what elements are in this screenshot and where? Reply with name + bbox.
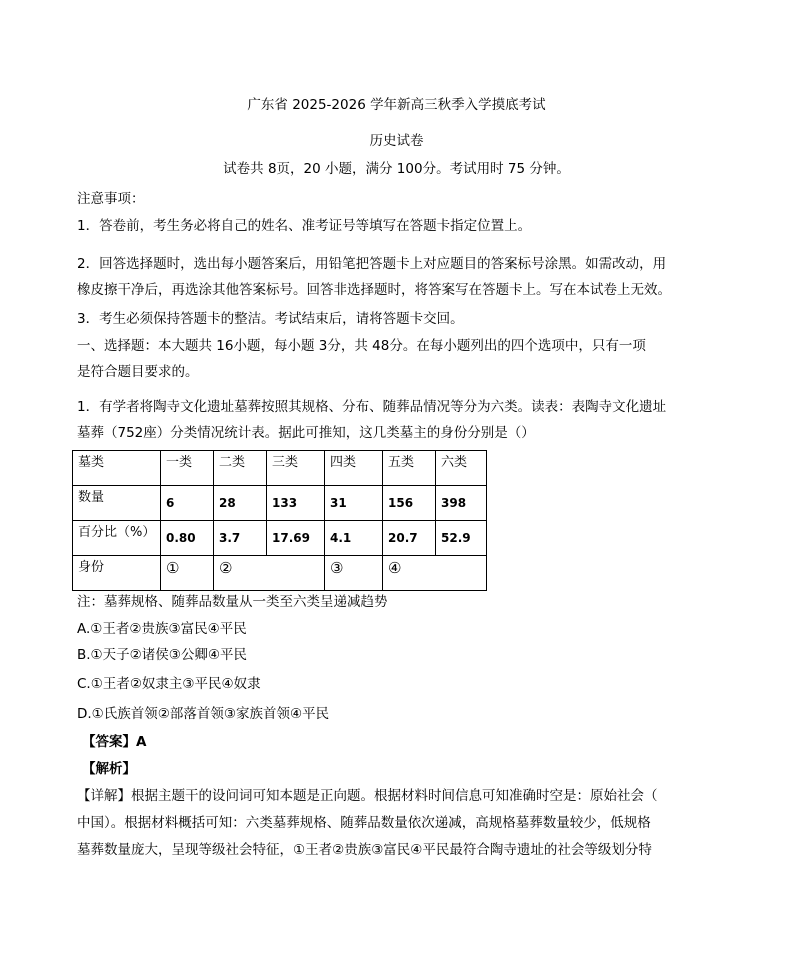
exam-title: 广东省 2025-2026 学年新高三秋季入学摸底考试: [247, 97, 546, 113]
notice-item-2-line-2: 橡皮擦干净后，再选涂其他答案标号。回答非选择题时，将答案写在答题卡上。写在本试卷上无效。: [77, 282, 671, 298]
detail-line-2: 中国）。根据材料概括可知：六类墓葬规格、随葬品数量依次递减，高规格墓葬数量较少，低规格: [77, 815, 651, 831]
notice-heading: 注意事项：: [77, 191, 145, 207]
table-cell: 六类: [436, 451, 487, 486]
table-cell: ②: [214, 556, 325, 591]
table-cell: 4.1: [325, 521, 383, 556]
detail-line-1: 【详解】根据主题干的设问词可知本题是正向题。根据材料时间信息可知准确时空是：原始社会（: [77, 788, 658, 804]
table-cell: ③: [325, 556, 383, 591]
table-cell: 20.7: [383, 521, 436, 556]
table-cell: 三类: [267, 451, 325, 486]
table-cell: 133: [267, 486, 325, 521]
table-cell: 二类: [214, 451, 267, 486]
table-cell: 身份: [73, 556, 161, 591]
detail-line-3: 墓葬数量庞大，呈现等级社会特征，①王者②贵族③富民④平民最符合陶寺遗址的社会等级划分特: [77, 842, 652, 858]
table-cell: 一类: [161, 451, 214, 486]
question-1-stem-line-2: 墓葬（752座）分类情况统计表。据此可推知，这几类墓主的身份分别是（）: [77, 425, 535, 441]
table-row: [73, 486, 487, 521]
notice-item-1: 1．答卷前，考生务必将自己的姓名、准考证号等填写在答题卡指定位置上。: [77, 218, 532, 234]
tomb-classification-table: [72, 450, 487, 591]
section-heading-line-1: 一、选择题：本大题共 16小题，每小题 3分，共 48分。在每小题列出的四个选项中，只有一项: [77, 338, 646, 354]
option-b: B.①天子②诸侯③公卿④平民: [77, 647, 247, 663]
table-cell: 156: [383, 486, 436, 521]
table-cell: 31: [325, 486, 383, 521]
table-cell: 数量: [73, 486, 161, 521]
table-cell: 6: [161, 486, 214, 521]
notice-item-3: 3．考生必须保持答题卡的整洁。考试结束后，请将答题卡交回。: [77, 311, 464, 327]
exam-info: 试卷共 8页，20 小题，满分 100分。考试用时 75 分钟。: [223, 161, 570, 177]
table-cell: ④: [383, 556, 487, 591]
table-cell: 四类: [325, 451, 383, 486]
notice-item-2-line-1: 2．回答选择题时，选出每小题答案后，用铅笔把答题卡上对应题目的答案标号涂黑。如需改动，用: [77, 256, 667, 272]
option-d: D.①氏族首领②部落首领③家族首领④平民: [77, 706, 330, 722]
analysis-label: 【解析】: [82, 761, 136, 777]
table-row: [73, 521, 487, 556]
table-cell: ①: [161, 556, 214, 591]
exam-subject: 历史试卷: [369, 133, 424, 149]
table-cell: 五类: [383, 451, 436, 486]
table-cell: 3.7: [214, 521, 267, 556]
option-a: A.①王者②贵族③富民④平民: [77, 621, 247, 637]
option-c: C.①王者②奴隶主③平民④奴隶: [77, 676, 261, 692]
table-cell: 百分比（%）: [73, 521, 161, 556]
table-row: [73, 556, 487, 591]
table-cell: 0.80: [161, 521, 214, 556]
table-cell: 52.9: [436, 521, 487, 556]
question-1-stem-line-1: 1．有学者将陶寺文化遗址墓葬按照其规格、分布、随葬品情况等分为六类。读表：表陶寺文化遗址: [77, 399, 667, 415]
answer: 【答案】A: [82, 734, 147, 750]
table-note: 注：墓葬规格、随葬品数量从一类至六类呈递减趋势: [77, 594, 388, 610]
table-cell: 28: [214, 486, 267, 521]
table-row: [73, 451, 487, 486]
table-cell: 墓类: [73, 451, 161, 486]
table-cell: 17.69: [267, 521, 325, 556]
table-cell: 398: [436, 486, 487, 521]
section-heading-line-2: 是符合题目要求的。: [77, 364, 199, 380]
